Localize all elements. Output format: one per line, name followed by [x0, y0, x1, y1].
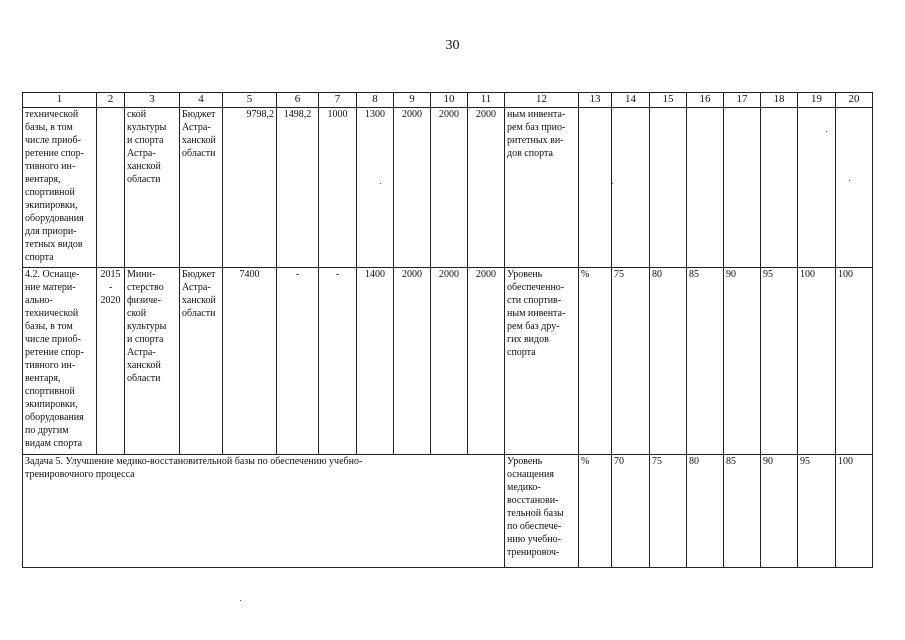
funding-year-cell: 1000 [319, 108, 357, 268]
indicator-cell: ным инвента- рем баз прио- ритетных ви- дов спорта [505, 108, 579, 268]
page-number: 30 [445, 38, 460, 53]
column-number: 19 [798, 93, 836, 108]
column-number-row [23, 93, 873, 108]
target-cell: 100 [798, 268, 836, 455]
column-number: 8 [357, 93, 394, 108]
column-number: 7 [319, 93, 357, 108]
scan-speck [826, 131, 827, 132]
column-number: 3 [125, 93, 180, 108]
funding-year-cell: 2000 [394, 108, 431, 268]
table-row [23, 268, 873, 455]
target-cell: 100 [836, 455, 873, 568]
unit-cell [579, 108, 612, 268]
indicator-cell: Уровень оснащения медико- восстанови- тельной базы по обеспече- нию учебно- тренировоч- [505, 455, 579, 568]
column-number: 5 [223, 93, 277, 108]
target-cell [836, 108, 873, 268]
funding-year-cell: 2000 [468, 268, 505, 455]
column-number: 13 [579, 93, 612, 108]
target-cell [798, 108, 836, 268]
measure-name: технической базы, в том числе приоб- ретение спор- тивного ин- вентаря, спортивной экипировки, оборудования для приори- тетных видов спорта [23, 108, 97, 268]
target-cell [612, 108, 650, 268]
column-number: 15 [650, 93, 687, 108]
column-number: 10 [431, 93, 468, 108]
target-cell: 80 [687, 455, 724, 568]
funding-source-cell: Бюджет Астра- ханской области [180, 268, 223, 455]
funding-year-cell: 2000 [468, 108, 505, 268]
funding-year-cell: - [277, 268, 319, 455]
program-table [22, 92, 873, 568]
task-heading: Задача 5. Улучшение медико-восстановительной базы по обеспечению учебно- тренировочного процесса [23, 455, 505, 568]
target-cell [724, 108, 761, 268]
column-number: 12 [505, 93, 579, 108]
column-number: 4 [180, 93, 223, 108]
target-cell: 80 [650, 268, 687, 455]
column-number: 18 [761, 93, 798, 108]
target-cell: 95 [761, 268, 798, 455]
target-cell: 95 [798, 455, 836, 568]
funding-year-cell: 1400 [357, 268, 394, 455]
period-cell: 2015 - 2020 [97, 268, 125, 455]
period-cell [97, 108, 125, 268]
target-cell: 90 [761, 455, 798, 568]
executor-cell: ской культуры и спорта Астра- ханской области [125, 108, 180, 268]
column-number: 6 [277, 93, 319, 108]
funding-year-cell: 2000 [431, 268, 468, 455]
scan-speck [240, 600, 241, 601]
indicator-cell: Уровень обеспеченно- сти спортив- ным инвента- рем баз дру- гих видов спорта [505, 268, 579, 455]
column-number: 2 [97, 93, 125, 108]
funding-total-cell: 7400 [223, 268, 277, 455]
unit-cell: % [579, 455, 612, 568]
column-number: 17 [724, 93, 761, 108]
target-cell: 85 [724, 455, 761, 568]
funding-total-cell: 9798,2 [223, 108, 277, 268]
funding-source-cell: Бюджет Астра- ханской области [180, 108, 223, 268]
target-cell: 70 [612, 455, 650, 568]
funding-year-cell: 1300 [357, 108, 394, 268]
target-cell [761, 108, 798, 268]
target-cell: 75 [650, 455, 687, 568]
scan-speck [849, 180, 850, 181]
column-number: 20 [836, 93, 873, 108]
table-row [23, 455, 873, 568]
funding-year-cell: 1498,2 [277, 108, 319, 268]
target-cell: 100 [836, 268, 873, 455]
target-cell: 75 [612, 268, 650, 455]
table-row [23, 108, 873, 268]
column-number: 11 [468, 93, 505, 108]
target-cell: 85 [687, 268, 724, 455]
unit-cell: % [579, 268, 612, 455]
funding-year-cell: 2000 [394, 268, 431, 455]
measure-name: 4.2. Оснаще- ние матери- ально- технической базы, в том числе приоб- ретение спор- тивного ин- вентаря, спортивной экипировки, оборудования по другим видам спорта [23, 268, 97, 455]
target-cell [687, 108, 724, 268]
scan-speck [760, 560, 761, 561]
funding-year-cell: - [319, 268, 357, 455]
target-cell [650, 108, 687, 268]
column-number: 16 [687, 93, 724, 108]
column-number: 1 [23, 93, 97, 108]
target-cell: 90 [724, 268, 761, 455]
column-number: 9 [394, 93, 431, 108]
executor-cell: Мини- стерство физиче- ской культуры и спорта Астра- ханской области [125, 268, 180, 455]
scan-speck [380, 183, 381, 184]
scan-speck [612, 183, 613, 184]
column-number: 14 [612, 93, 650, 108]
funding-year-cell: 2000 [431, 108, 468, 268]
